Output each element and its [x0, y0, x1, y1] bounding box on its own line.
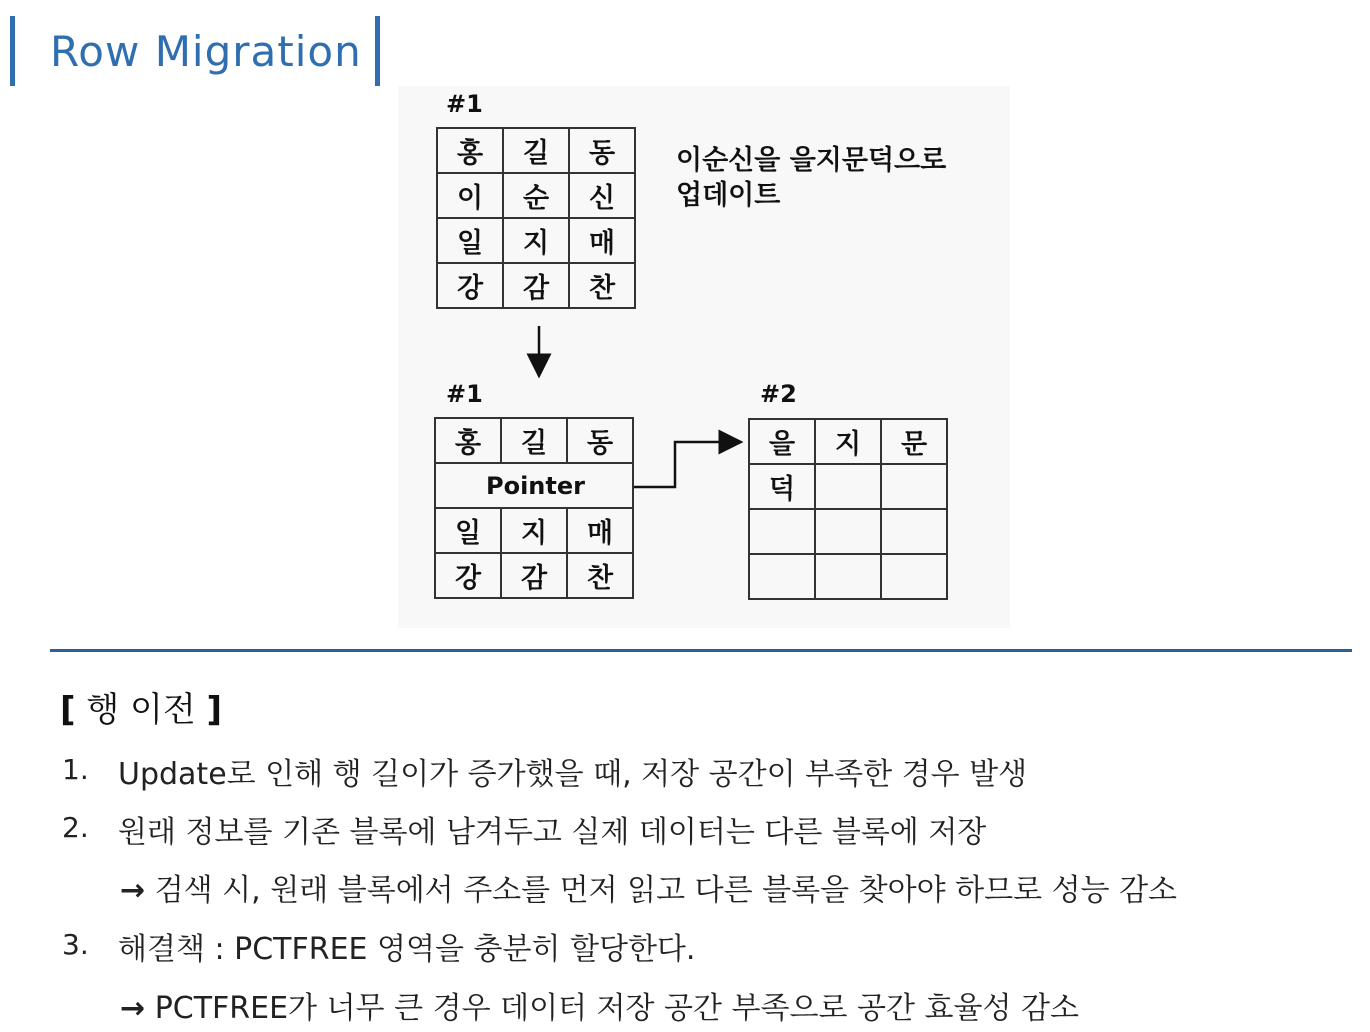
- cell: [881, 554, 947, 599]
- cell: 동: [569, 128, 635, 173]
- update-note-line1: 이순신을 을지문덕으로: [676, 145, 947, 176]
- cell: [749, 554, 815, 599]
- section-divider: [50, 649, 1352, 652]
- cell: 길: [501, 418, 567, 463]
- cell: 덕: [749, 464, 815, 509]
- cell: 찬: [567, 553, 633, 598]
- list-item-2: 원래 정보를 기존 블록에 남겨두고 실제 데이터는 다른 블록에 저장: [118, 815, 987, 850]
- pointer-cell: [435, 463, 633, 508]
- block-label-after-2: #2: [760, 380, 797, 408]
- list-item-1: Update로 인해 행 길이가 증가했을 때, 저장 공간이 부족한 경우 발생: [118, 757, 1028, 792]
- section-heading: [60, 682, 222, 731]
- list-item-2-sub: [120, 865, 1177, 909]
- list-item-2-sub-text: 검색 시, 원래 블록에서 주소를 먼저 읽고 다른 블록을 찾아야 하므로 성능 감소: [154, 873, 1178, 908]
- cell: [815, 554, 881, 599]
- cell: [815, 509, 881, 554]
- list-item-3-sub-text: PCTFREE가 너무 큰 경우 데이터 저장 공간 부족으로 공간 효율성 감소: [154, 991, 1079, 1026]
- arrow-right-icon: →: [120, 991, 146, 1026]
- cell: [881, 509, 947, 554]
- cell: 일: [437, 218, 503, 263]
- item-number: 3.: [62, 928, 89, 961]
- cell: 강: [437, 263, 503, 308]
- bracket-close: ]: [206, 690, 223, 730]
- cell: 홍: [435, 418, 501, 463]
- block-after-2-grid: [748, 418, 948, 600]
- cell: 길: [503, 128, 569, 173]
- cell: 찬: [569, 263, 635, 308]
- bracket-open: [: [60, 690, 76, 730]
- update-note-line2: 업데이트: [676, 180, 781, 211]
- cell: 을: [749, 419, 815, 464]
- section-heading-text: 행 이전: [86, 690, 196, 730]
- page-title: Row Migration: [50, 27, 362, 76]
- cell: 이: [437, 173, 503, 218]
- arrow-right-icon: →: [120, 873, 146, 908]
- item-number: 2.: [62, 811, 89, 844]
- cell: 홍: [437, 128, 503, 173]
- item-number: 1.: [62, 753, 89, 786]
- cell: 지: [815, 419, 881, 464]
- cell: [749, 509, 815, 554]
- cell: 지: [501, 508, 567, 553]
- cell: 순: [503, 173, 569, 218]
- cell: [881, 464, 947, 509]
- pointer-label: Pointer: [486, 471, 585, 500]
- cell: 일: [435, 508, 501, 553]
- cell: 매: [569, 218, 635, 263]
- cell: 동: [567, 418, 633, 463]
- block-label-before: #1: [446, 90, 483, 118]
- list-item-3: 해결책 : PCTFREE 영역을 충분히 할당한다.: [118, 932, 696, 967]
- block-after-1-grid: [434, 417, 634, 599]
- cell: 지: [503, 218, 569, 263]
- cell: [815, 464, 881, 509]
- cell: 감: [503, 263, 569, 308]
- cell: 매: [567, 508, 633, 553]
- list-item-3-sub: [120, 983, 1079, 1027]
- cell: 신: [569, 173, 635, 218]
- block-label-after-1: #1: [446, 380, 483, 408]
- cell: 강: [435, 553, 501, 598]
- cell: 감: [501, 553, 567, 598]
- cell: 문: [881, 419, 947, 464]
